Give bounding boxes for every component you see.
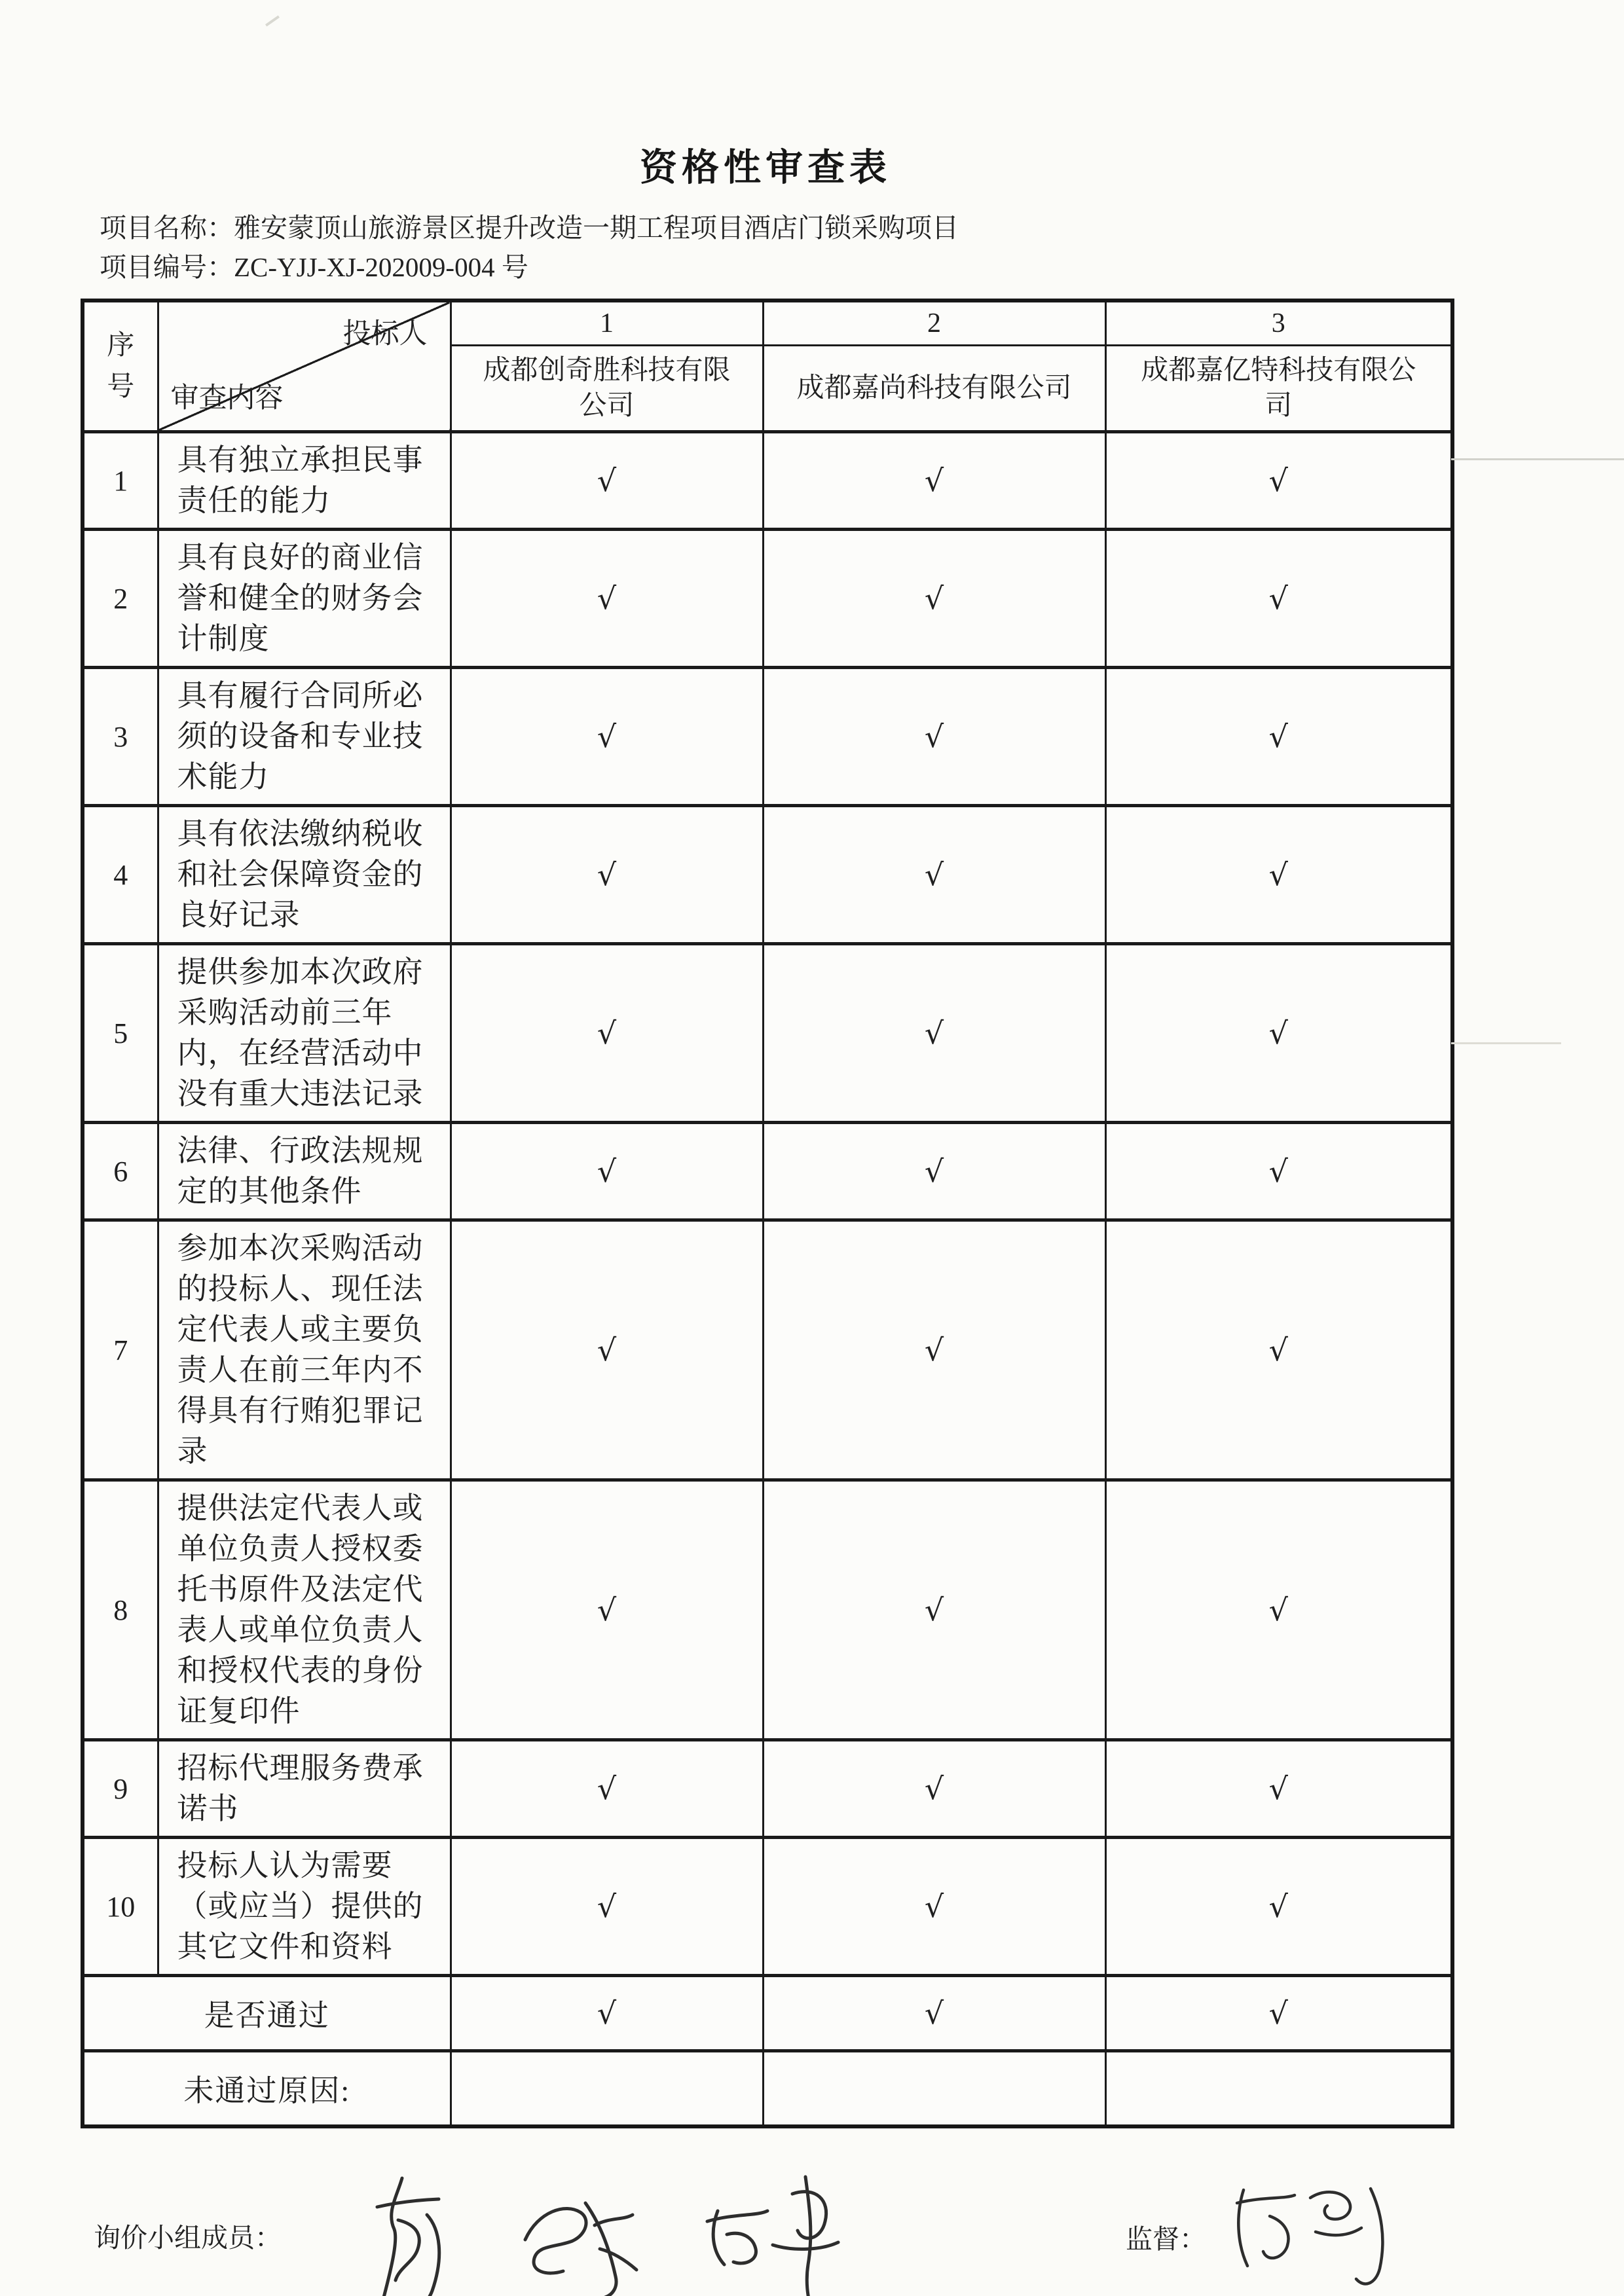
qualification-review-table	[81, 299, 1454, 2128]
checkmark-bidder-1: √	[451, 1220, 763, 1480]
checkmark-bidder-1: √	[451, 432, 763, 530]
table-row	[83, 432, 1452, 530]
row-number: 9	[83, 1740, 158, 1838]
row-review-content: 参加本次采购活动的投标人、现任法定代表人或主要负责人在前三年内不得具有行贿犯罪记录	[158, 1220, 451, 1480]
project-name-value: 雅安蒙顶山旅游景区提升改造一期工程项目酒店门锁采购项目	[234, 213, 959, 243]
bidder-number-3: 3	[1105, 301, 1452, 346]
project-code-line	[100, 247, 1624, 287]
handwritten-signature-2	[509, 2185, 647, 2296]
scan-artifact-line	[1451, 1042, 1561, 1044]
row-review-content: 提供法定代表人或单位负责人授权委托书原件及法定代表人或单位负责人和授权代表的身份证复印件	[158, 1480, 451, 1740]
bidder-name-3: 成都嘉亿特科技有限公司	[1105, 346, 1452, 432]
checkmark-bidder-1: √	[451, 530, 763, 668]
project-name-line	[100, 208, 1624, 247]
bidder-number-2: 2	[763, 301, 1105, 346]
header-corner-cell	[158, 301, 451, 432]
handwritten-signature-supervisor	[1215, 2170, 1411, 2296]
row-number: 2	[83, 530, 158, 668]
table-row	[83, 1123, 1452, 1220]
scan-artifact-line	[1451, 458, 1624, 460]
checkmark-bidder-3: √	[1105, 1123, 1452, 1220]
checkmark-bidder-1: √	[451, 944, 763, 1123]
project-code-value: ZC-YJJ-XJ-202009-004 号	[234, 252, 528, 282]
table-row	[83, 1480, 1452, 1740]
row-number: 1	[83, 432, 158, 530]
checkmark-bidder-2: √	[763, 1740, 1105, 1838]
inquiry-team-label: 询价小组成员：	[94, 2223, 282, 2253]
checkmark-bidder-1: √	[451, 1480, 763, 1740]
project-code-label: 项目编号：	[100, 252, 234, 282]
checkmark-bidder-2: √	[763, 530, 1105, 668]
table-row	[83, 944, 1452, 1123]
row-number: 3	[83, 668, 158, 806]
table-row	[83, 530, 1452, 668]
row-review-content: 具有良好的商业信誉和健全的财务会计制度	[158, 530, 451, 668]
fail-reason-bidder-3	[1105, 2051, 1452, 2127]
fail-reason-label: 未通过原因:	[83, 2051, 451, 2127]
row-review-content: 招标代理服务费承诺书	[158, 1740, 451, 1838]
checkmark-bidder-3: √	[1105, 530, 1452, 668]
table-header-bidder-numbers	[83, 301, 1452, 346]
checkmark-bidder-1: √	[451, 1740, 763, 1838]
row-review-content: 具有依法缴纳税收和社会保障资金的良好记录	[158, 806, 451, 944]
pass-result-row	[83, 1976, 1452, 2051]
row-number: 5	[83, 944, 158, 1123]
project-meta	[100, 208, 1624, 287]
row-review-content: 提供参加本次政府采购活动前三年内，在经营活动中没有重大违法记录	[158, 944, 451, 1123]
checkmark-bidder-3: √	[1105, 1740, 1452, 1838]
checkmark-bidder-2: √	[763, 668, 1105, 806]
page-title: 资格性审查表	[640, 147, 891, 189]
row-number: 7	[83, 1220, 158, 1480]
corner-label-review-content: 审查内容	[170, 383, 284, 414]
project-name-label: 项目名称：	[100, 213, 234, 243]
pass-mark-bidder-3: √	[1105, 1976, 1452, 2051]
row-review-content: 法律、行政法规规定的其他条件	[158, 1123, 451, 1220]
pass-mark-bidder-2: √	[763, 1976, 1105, 2051]
table-row	[83, 1838, 1452, 1976]
row-number: 4	[83, 806, 158, 944]
corner-label-bidder: 投标人	[342, 319, 428, 350]
checkmark-bidder-1: √	[451, 668, 763, 806]
checkmark-bidder-2: √	[763, 1480, 1105, 1740]
seq-header-label: 序号	[107, 330, 135, 402]
signature-area	[81, 2165, 1554, 2296]
checkmark-bidder-3: √	[1105, 806, 1452, 944]
checkmark-bidder-3: √	[1105, 944, 1452, 1123]
checkmark-bidder-3: √	[1105, 1480, 1452, 1740]
checkmark-bidder-3: √	[1105, 432, 1452, 530]
fail-reason-bidder-1	[451, 2051, 763, 2127]
supervisor-label: 监督：	[1126, 2224, 1206, 2254]
row-review-content: 具有履行合同所必须的设备和专业技术能力	[158, 668, 451, 806]
row-number: 6	[83, 1123, 158, 1220]
bidder-name-2: 成都嘉尚科技有限公司	[763, 346, 1105, 432]
checkmark-bidder-3: √	[1105, 1838, 1452, 1976]
checkmark-bidder-1: √	[451, 1838, 763, 1976]
checkmark-bidder-2: √	[763, 432, 1105, 530]
table-row	[83, 1740, 1452, 1838]
fail-reason-row	[83, 2051, 1452, 2127]
bidder-name-1: 成都创奇胜科技有限公司	[451, 346, 763, 432]
checkmark-bidder-2: √	[763, 944, 1105, 1123]
table-row	[83, 668, 1452, 806]
pass-row-label: 是否通过	[83, 1976, 451, 2051]
checkmark-bidder-2: √	[763, 1838, 1105, 1976]
row-review-content: 投标人认为需要（或应当）提供的其它文件和资料	[158, 1838, 451, 1976]
bidder-number-1: 1	[451, 301, 763, 346]
table-row	[83, 806, 1452, 944]
pass-mark-bidder-1: √	[451, 1976, 763, 2051]
checkmark-bidder-2: √	[763, 1220, 1105, 1480]
handwritten-signature-3	[693, 2165, 863, 2296]
checkmark-bidder-1: √	[451, 1123, 763, 1220]
row-review-content: 具有独立承担民事责任的能力	[158, 432, 451, 530]
checkmark-bidder-2: √	[763, 1123, 1105, 1220]
checkmark-bidder-3: √	[1105, 668, 1452, 806]
table-row	[83, 1220, 1452, 1480]
fail-reason-bidder-2	[763, 2051, 1105, 2127]
handwritten-signature-1	[359, 2169, 483, 2296]
seq-header-cell	[83, 301, 158, 432]
row-number: 10	[83, 1838, 158, 1976]
row-number: 8	[83, 1480, 158, 1740]
checkmark-bidder-1: √	[451, 806, 763, 944]
checkmark-bidder-2: √	[763, 806, 1105, 944]
checkmark-bidder-3: √	[1105, 1220, 1452, 1480]
